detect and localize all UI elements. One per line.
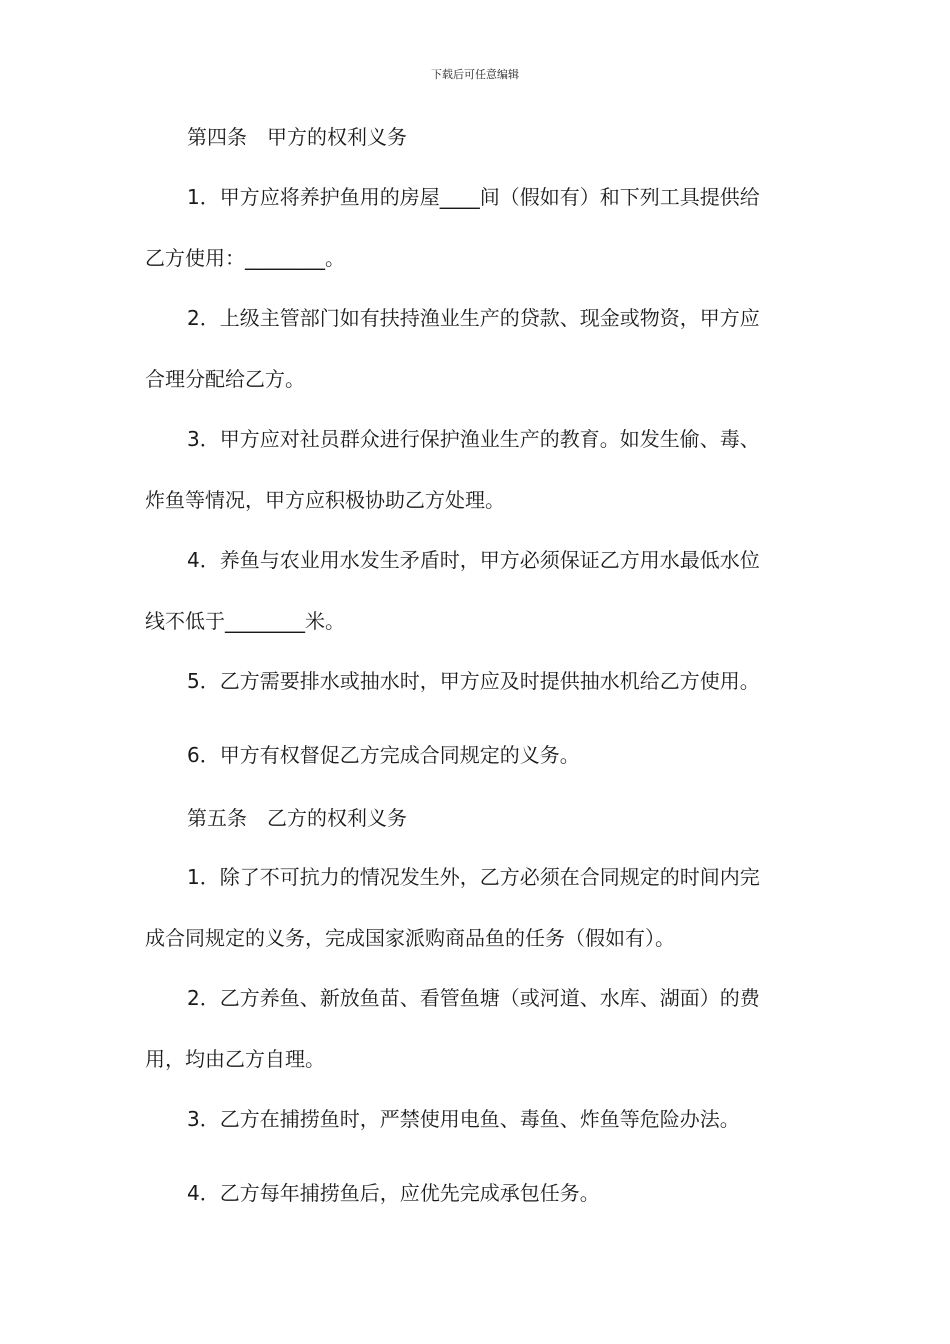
article-4-clause-4-line-1: 4．养鱼与农业用水发生矛盾时，甲方必须保证乙方用水最低水位 <box>187 548 760 572</box>
article-4-clause-1-line-1: 1．甲方应将养护鱼用的房屋____间（假如有）和下列工具提供给 <box>187 185 760 209</box>
article-4-clause-2-line-1: 2．上级主管部门如有扶持渔业生产的贷款、现金或物资，甲方应 <box>187 306 760 330</box>
article-4-clause-6: 6．甲方有权督促乙方完成合同规定的义务。 <box>187 743 580 767</box>
article-4-clause-3-line-1: 3．甲方应对社员群众进行保护渔业生产的教育。如发生偷、毒、 <box>187 427 760 451</box>
article-5-clause-4: 4．乙方每年捕捞鱼后，应优先完成承包任务。 <box>187 1181 600 1205</box>
article-4-clause-1-line-2: 乙方使用：________。 <box>145 246 345 270</box>
article-5-clause-2-line-2: 用，均由乙方自理。 <box>145 1047 325 1071</box>
article-5-clause-1-line-2: 成合同规定的义务，完成国家派购商品鱼的任务（假如有）。 <box>145 926 675 950</box>
article-5-clause-1-line-1: 1．除了不可抗力的情况发生外，乙方必须在合同规定的时间内完 <box>187 865 760 889</box>
article-4-clause-2-line-2: 合理分配给乙方。 <box>145 367 305 391</box>
article-4-clause-3-line-2: 炸鱼等情况，甲方应积极协助乙方处理。 <box>145 488 505 512</box>
page-header-note: 下载后可任意编辑 <box>431 68 519 81</box>
article-4-clause-4-line-2: 线不低于________米。 <box>145 609 345 633</box>
article-5-clause-3: 3．乙方在捕捞鱼时，严禁使用电鱼、毒鱼、炸鱼等危险办法。 <box>187 1107 740 1131</box>
article-5-clause-2-line-1: 2．乙方养鱼、新放鱼苗、看管鱼塘（或河道、水库、湖面）的费 <box>187 986 760 1010</box>
article-4-clause-5: 5．乙方需要排水或抽水时，甲方应及时提供抽水机给乙方使用。 <box>187 669 760 693</box>
article-4-title: 第四条 甲方的权利义务 <box>187 125 407 149</box>
article-5-title: 第五条 乙方的权利义务 <box>187 806 407 830</box>
